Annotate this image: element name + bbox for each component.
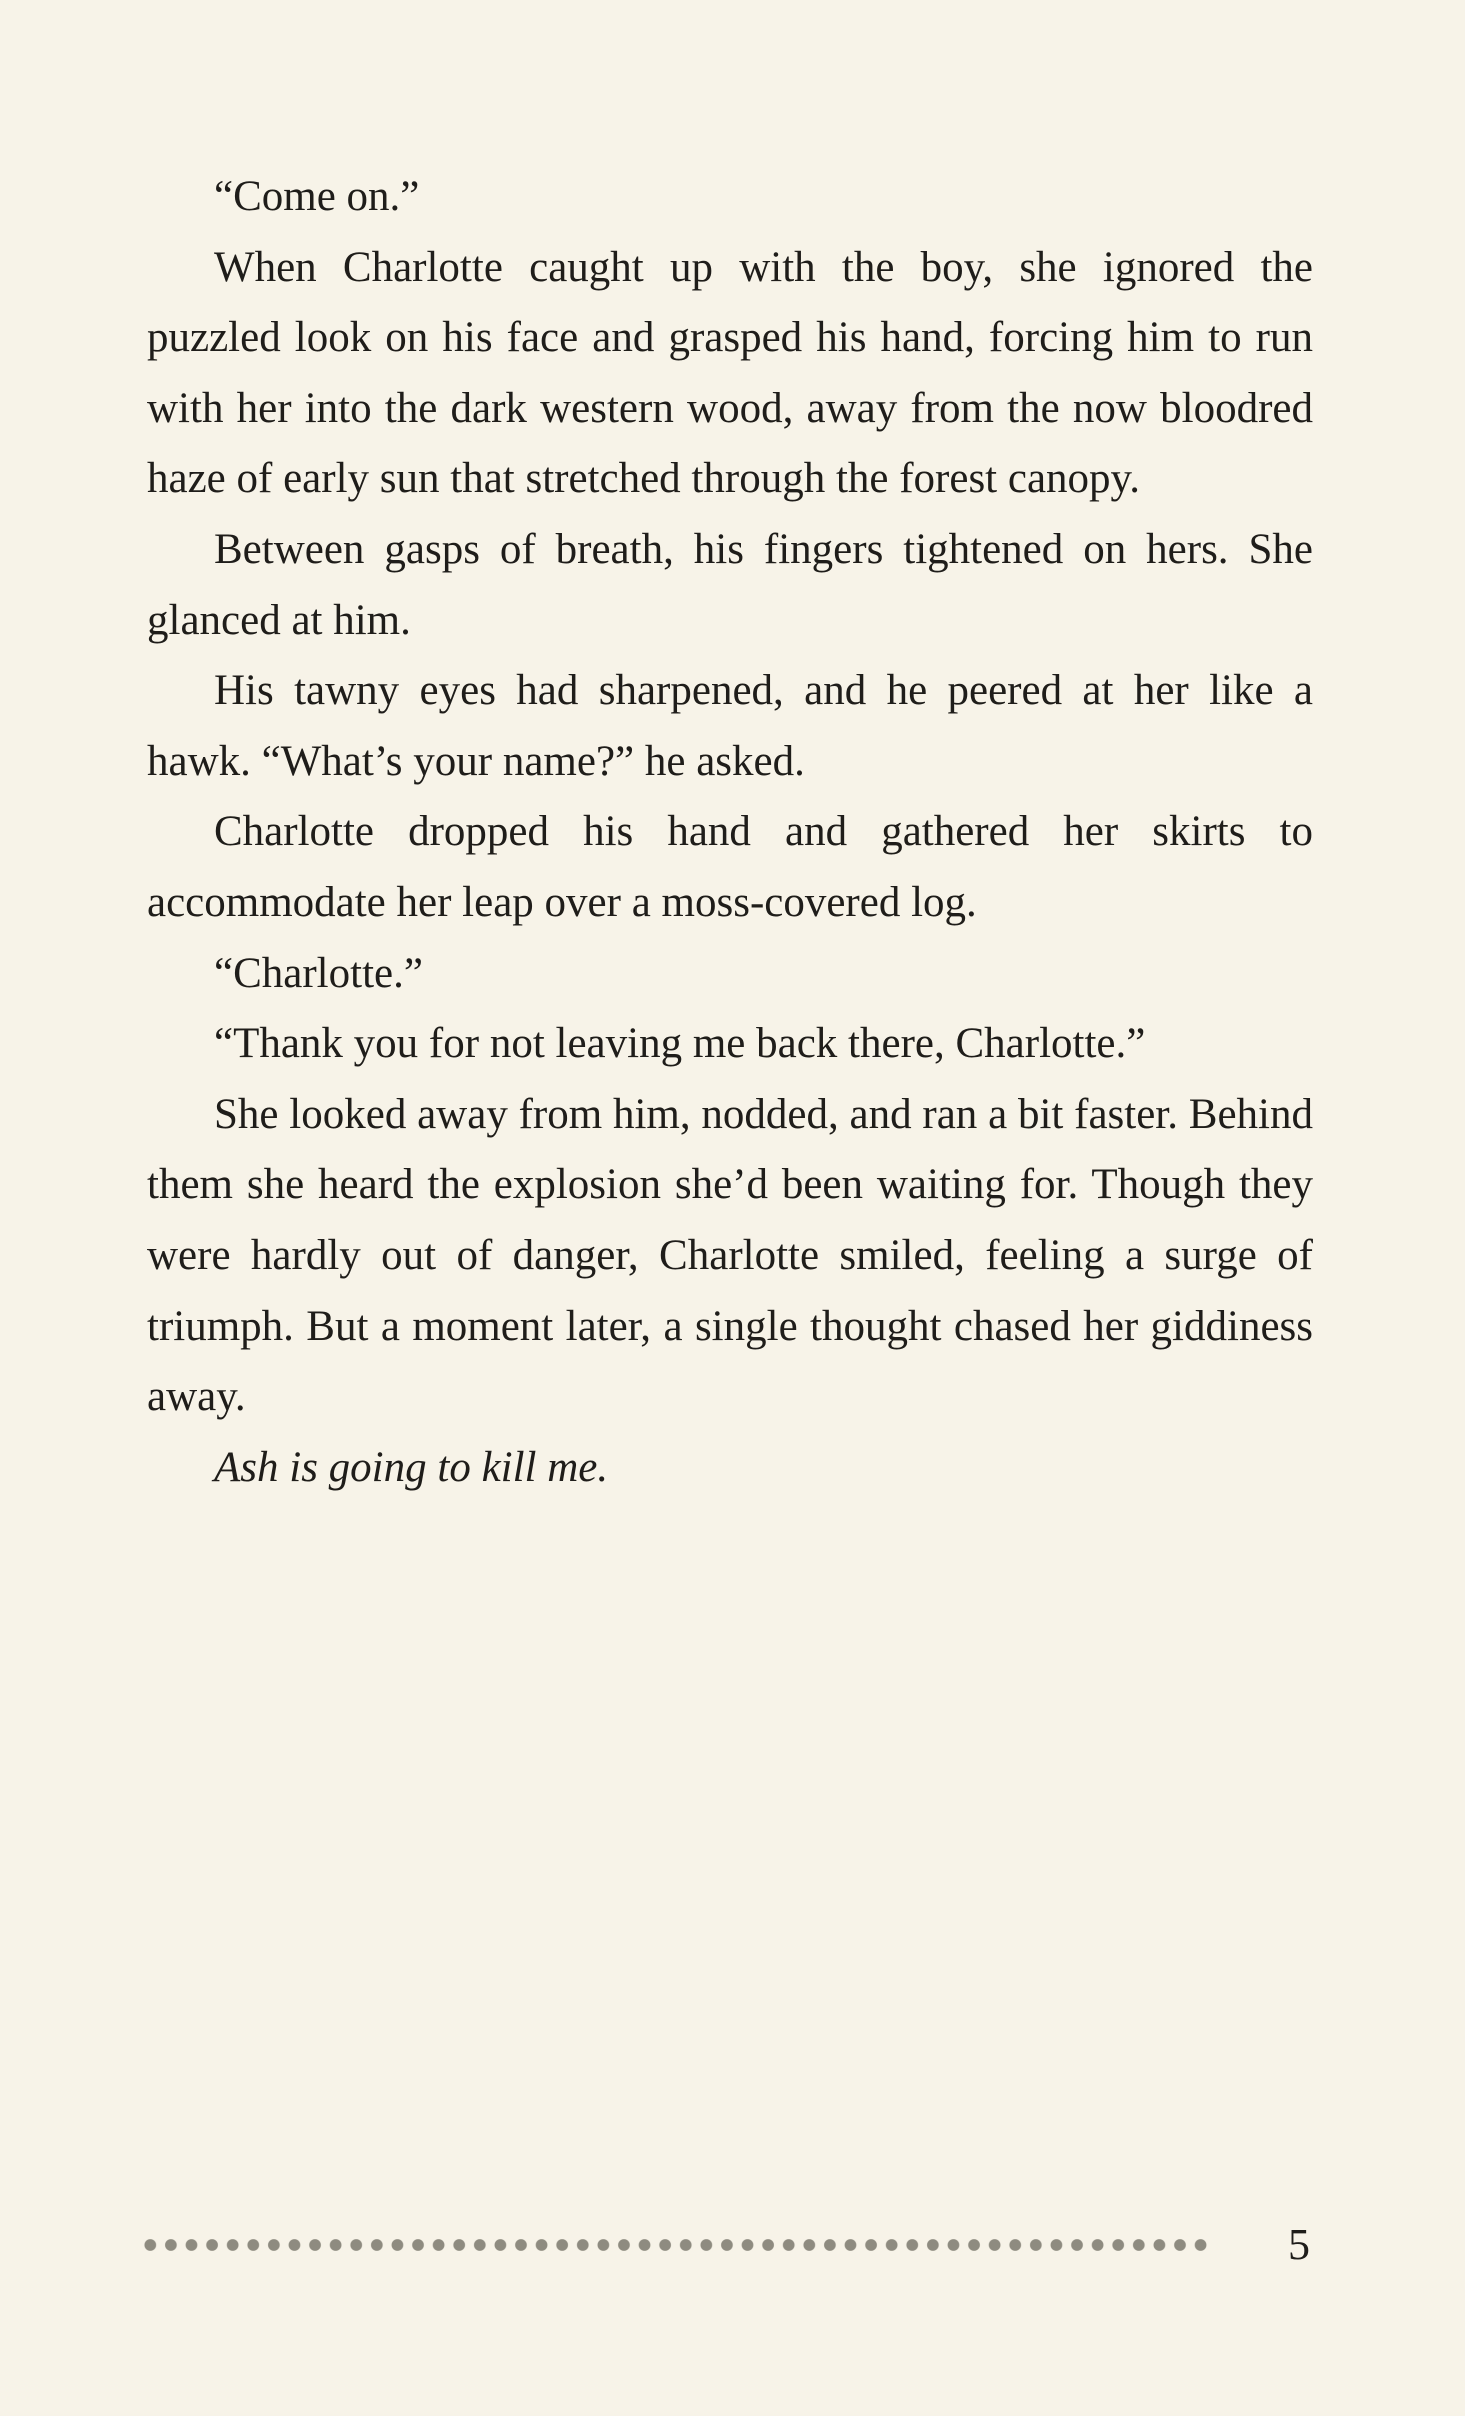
dotted-rule bbox=[140, 2238, 1210, 2252]
paragraph-gasps: Between gasps of breath, his fingers tightened on hers. She glanced at him. bbox=[147, 525, 1313, 644]
paragraph-thank-you: “Thank you for not leaving me back there, Charlotte.” bbox=[214, 1020, 1146, 1068]
page-number: 5 bbox=[1288, 2220, 1310, 2269]
paragraph-dropped-hand: Charlotte dropped his hand and gathered her skirts to accommodate her leap over a moss-covered log. bbox=[147, 808, 1313, 926]
paragraph-caught-up: When Charlotte caught up with the boy, she ignored the puzzled look on his face and grasped his hand, forcing him to run with her into the dark western wood, away from the now bloodred haze of early sun that stretched through the forest canopy. bbox=[147, 243, 1313, 503]
paragraph-name-reply: “Charlotte.” bbox=[214, 949, 423, 997]
paragraph-come-on: “Come on.” bbox=[214, 173, 420, 220]
page-footer bbox=[140, 2210, 1320, 2280]
paragraph-explosion: She looked away from him, nodded, and ran a bit faster. Behind them she heard the explosion she’d been waiting for. Though they were hardly out of danger, Charlotte smiled, feeling a surge of triumph. But a moment later, a single thought chased her giddiness away. bbox=[147, 1090, 1313, 1421]
paragraph-tawny-eyes: His tawny eyes had sharpened, and he peered at her like a hawk. “What’s your name?” he asked. bbox=[147, 667, 1313, 785]
paragraph-ash-thought: Ash is going to kill me. bbox=[214, 1443, 609, 1491]
body-text bbox=[147, 162, 1313, 1503]
